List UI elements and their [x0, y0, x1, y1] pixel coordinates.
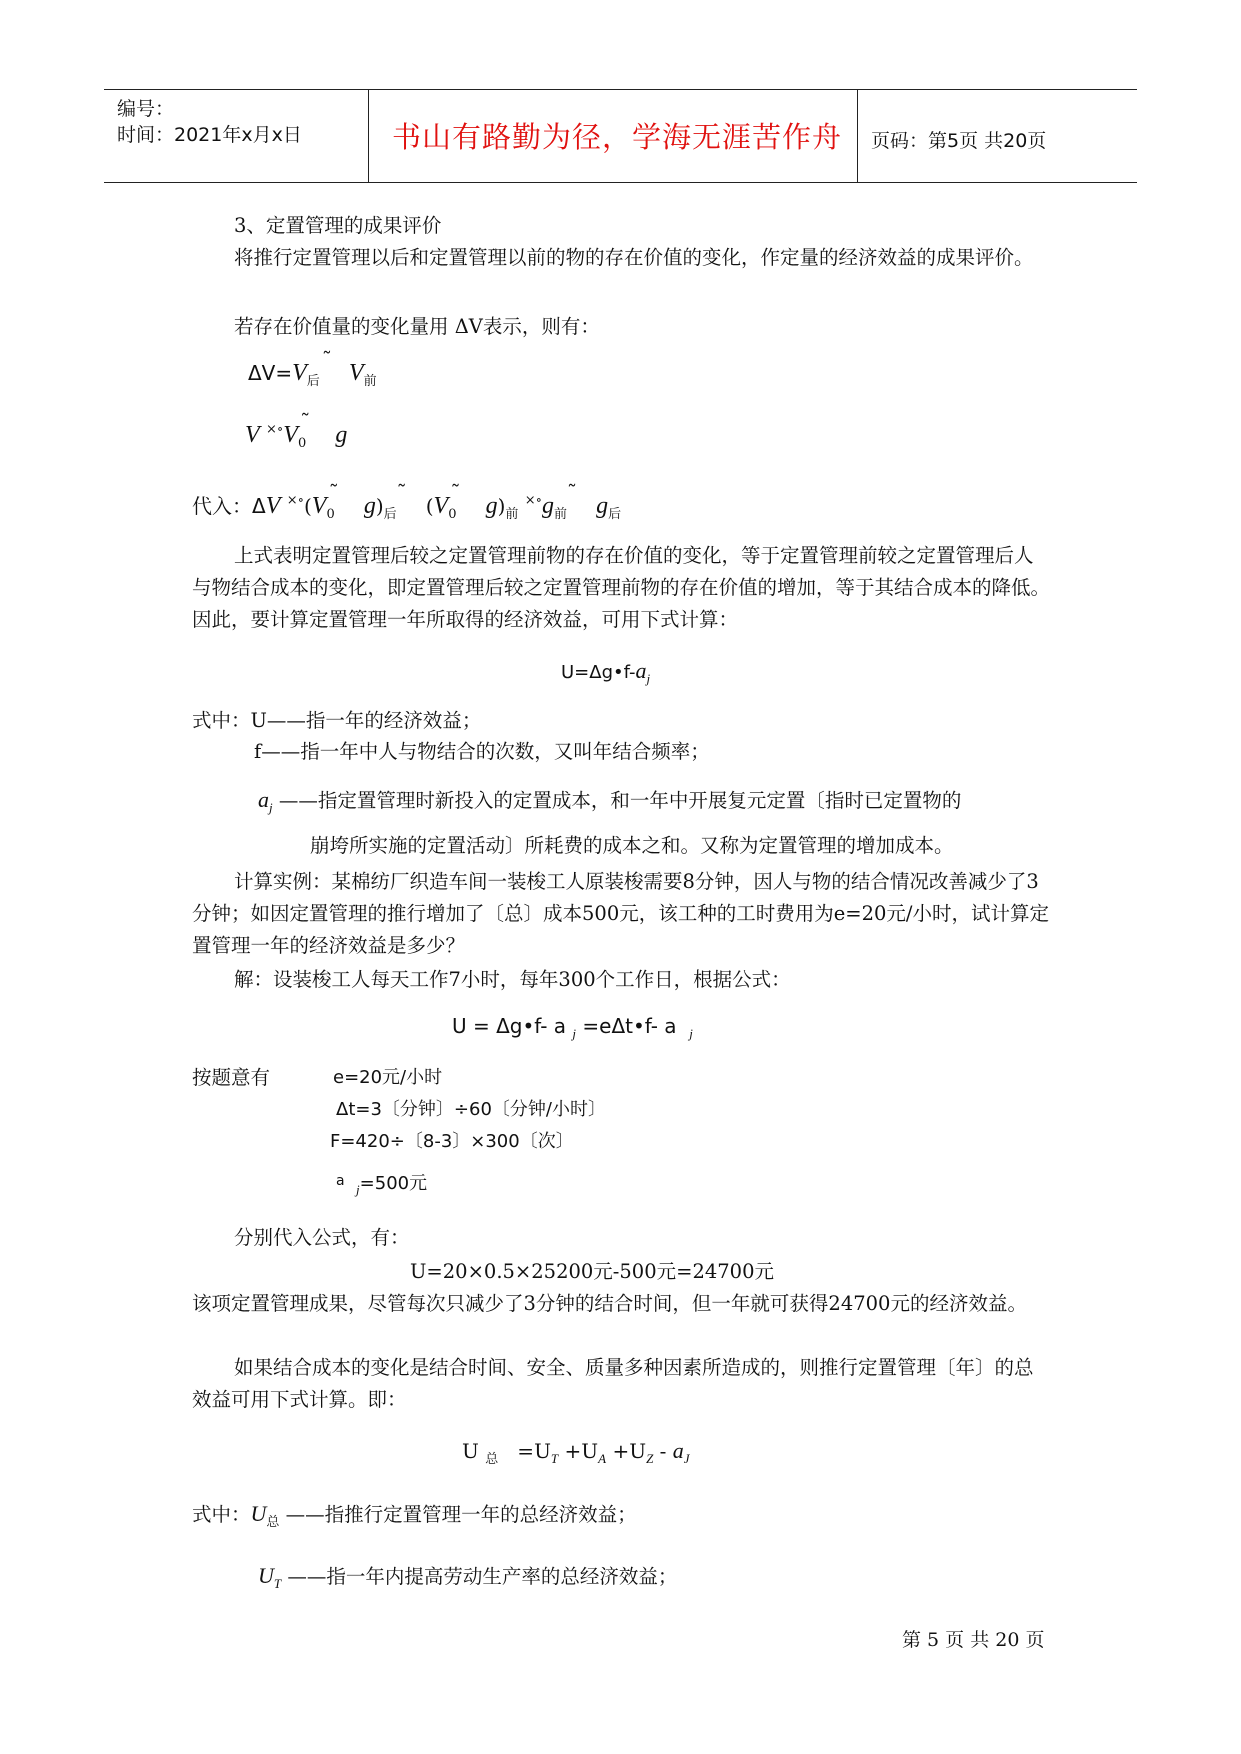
conclusion-text: 该项定置管理成果，尽管每次只减少了3分钟的结合时间，但一年就可获得24700元的经济效益。	[192, 1292, 1027, 1315]
paragraph-3-text: 上式表明定置管理后较之定置管理前物的存在价值的变化，等于定置管理前较之定置管理后人与物结合成本的变化，即定置管理后较之定置管理前物的存在价值的增加，等于其结合成本的降低。因此，要计算定置管理一年所取得的经济效益，可用下式计算：	[192, 544, 1051, 631]
given-label: 按题意有	[192, 1066, 271, 1089]
equation-substitution: 代入：ΔV $^{\times\circ}(V_0˜$ $g)_后˜$ ($V_0˜$ $g)_前$ $^{\times\circ}g_前˜$ $g_后$	[192, 480, 622, 522]
definition-u: 式中：U——指一年的经济效益；	[192, 709, 482, 732]
result-equation: U=20×0.5×25200元-500元=24700元	[410, 1260, 774, 1283]
definition-aj-text: ——指定置管理时新投入的定置成本，和一年中开展复元定置〔指时已定置物的	[278, 789, 962, 812]
example-paragraph	[192, 866, 1052, 962]
equation-benefit: $U=\Delta g•f-a_j$	[561, 658, 651, 686]
solution-paragraph: 解：设装梭工人每天工作7小时，每年300个工作日，根据公式：	[234, 968, 791, 991]
given-delta-t: Δt=3〔分钟〕÷60〔分钟/小时〕	[336, 1099, 606, 1120]
paragraph-2: 若存在价值量的变化量用 ΔV表示，则有：	[234, 315, 600, 338]
substitution-prefix: 代入：	[192, 494, 252, 518]
given-f: F=420÷〔8-3〕×300〔次〕	[330, 1131, 574, 1152]
equation-solution: U = Δg•f- a $_j$ =eΔt•f- a $_j$	[452, 1014, 693, 1041]
paragraph-3	[192, 540, 1052, 636]
definition-aj: $a_j$ ——指定置管理时新投入的定置成本，和一年中开展复元定置〔指时已定置物的	[258, 787, 962, 815]
definition-aj-continued: 崩垮所实施的定置活动〕所耗费的成本之和。又称为定置管理的增加成本。	[310, 834, 954, 857]
definition-f: f——指一年中人与物结合的次数，又叫年结合频率；	[254, 740, 710, 763]
header-motto: 书山有路勤为径，学海无涯苦作舟	[392, 120, 843, 154]
paragraph-1-text: 将推行定置管理以后和定置管理以前的物的存在价值的变化，作定量的经济效益的成果评价。	[234, 246, 1034, 269]
equation-value: V $^{\times\circ}V_0˜$ g	[245, 409, 348, 451]
paragraph-4	[192, 1352, 1052, 1416]
substitution-paragraph: 分别代入公式，有：	[234, 1226, 410, 1249]
header-bottom-rule	[104, 182, 1137, 183]
paragraph-4-text: 如果结合成本的变化是结合时间、安全、质量多种因素所造成的，则推行定置管理〔年〕的总效益可用下式计算。即：	[192, 1356, 1034, 1411]
section-heading: 3、定置管理的成果评价	[234, 214, 442, 237]
serial-number-label: 编号：	[117, 98, 175, 120]
header-top-rule	[104, 89, 1137, 90]
header-divider-right	[857, 89, 858, 183]
definition-ut: $U_T$ ——指一年内提高劳动生产率的总经济效益；	[258, 1563, 678, 1591]
equation-delta-v: $\Delta V=V_后˜$ $V_前$	[248, 347, 377, 389]
definition-u-total: 式中：$U_总$ ——指推行定置管理一年的总经济效益；	[192, 1501, 637, 1530]
given-e: e=20元/小时	[333, 1067, 443, 1088]
equation-total-benefit: U $_总 =U_T +U_A +U_Z - a_J$	[462, 1438, 690, 1467]
time-label: 时间：2021年x月x日	[117, 124, 302, 146]
paragraph-1	[192, 244, 1052, 272]
header-divider-left	[368, 89, 369, 183]
footer-page-number: 第 5 页 共 20 页	[902, 1629, 1045, 1651]
conclusion-paragraph	[192, 1288, 1052, 1320]
given-aj: $^a$ $_j$=500元	[336, 1173, 428, 1197]
example-text: 计算实例：某棉纺厂织造车间一装梭工人原装梭需要8分钟，因人与物的结合情况改善减少了3分钟；如因定置管理的推行增加了〔总〕成本500元，该工种的工时费用为e=20元/小时，试计算定置管理一年的经济效益是多少？	[192, 870, 1049, 957]
page-label: 页码：第5页 共20页	[871, 130, 1047, 152]
